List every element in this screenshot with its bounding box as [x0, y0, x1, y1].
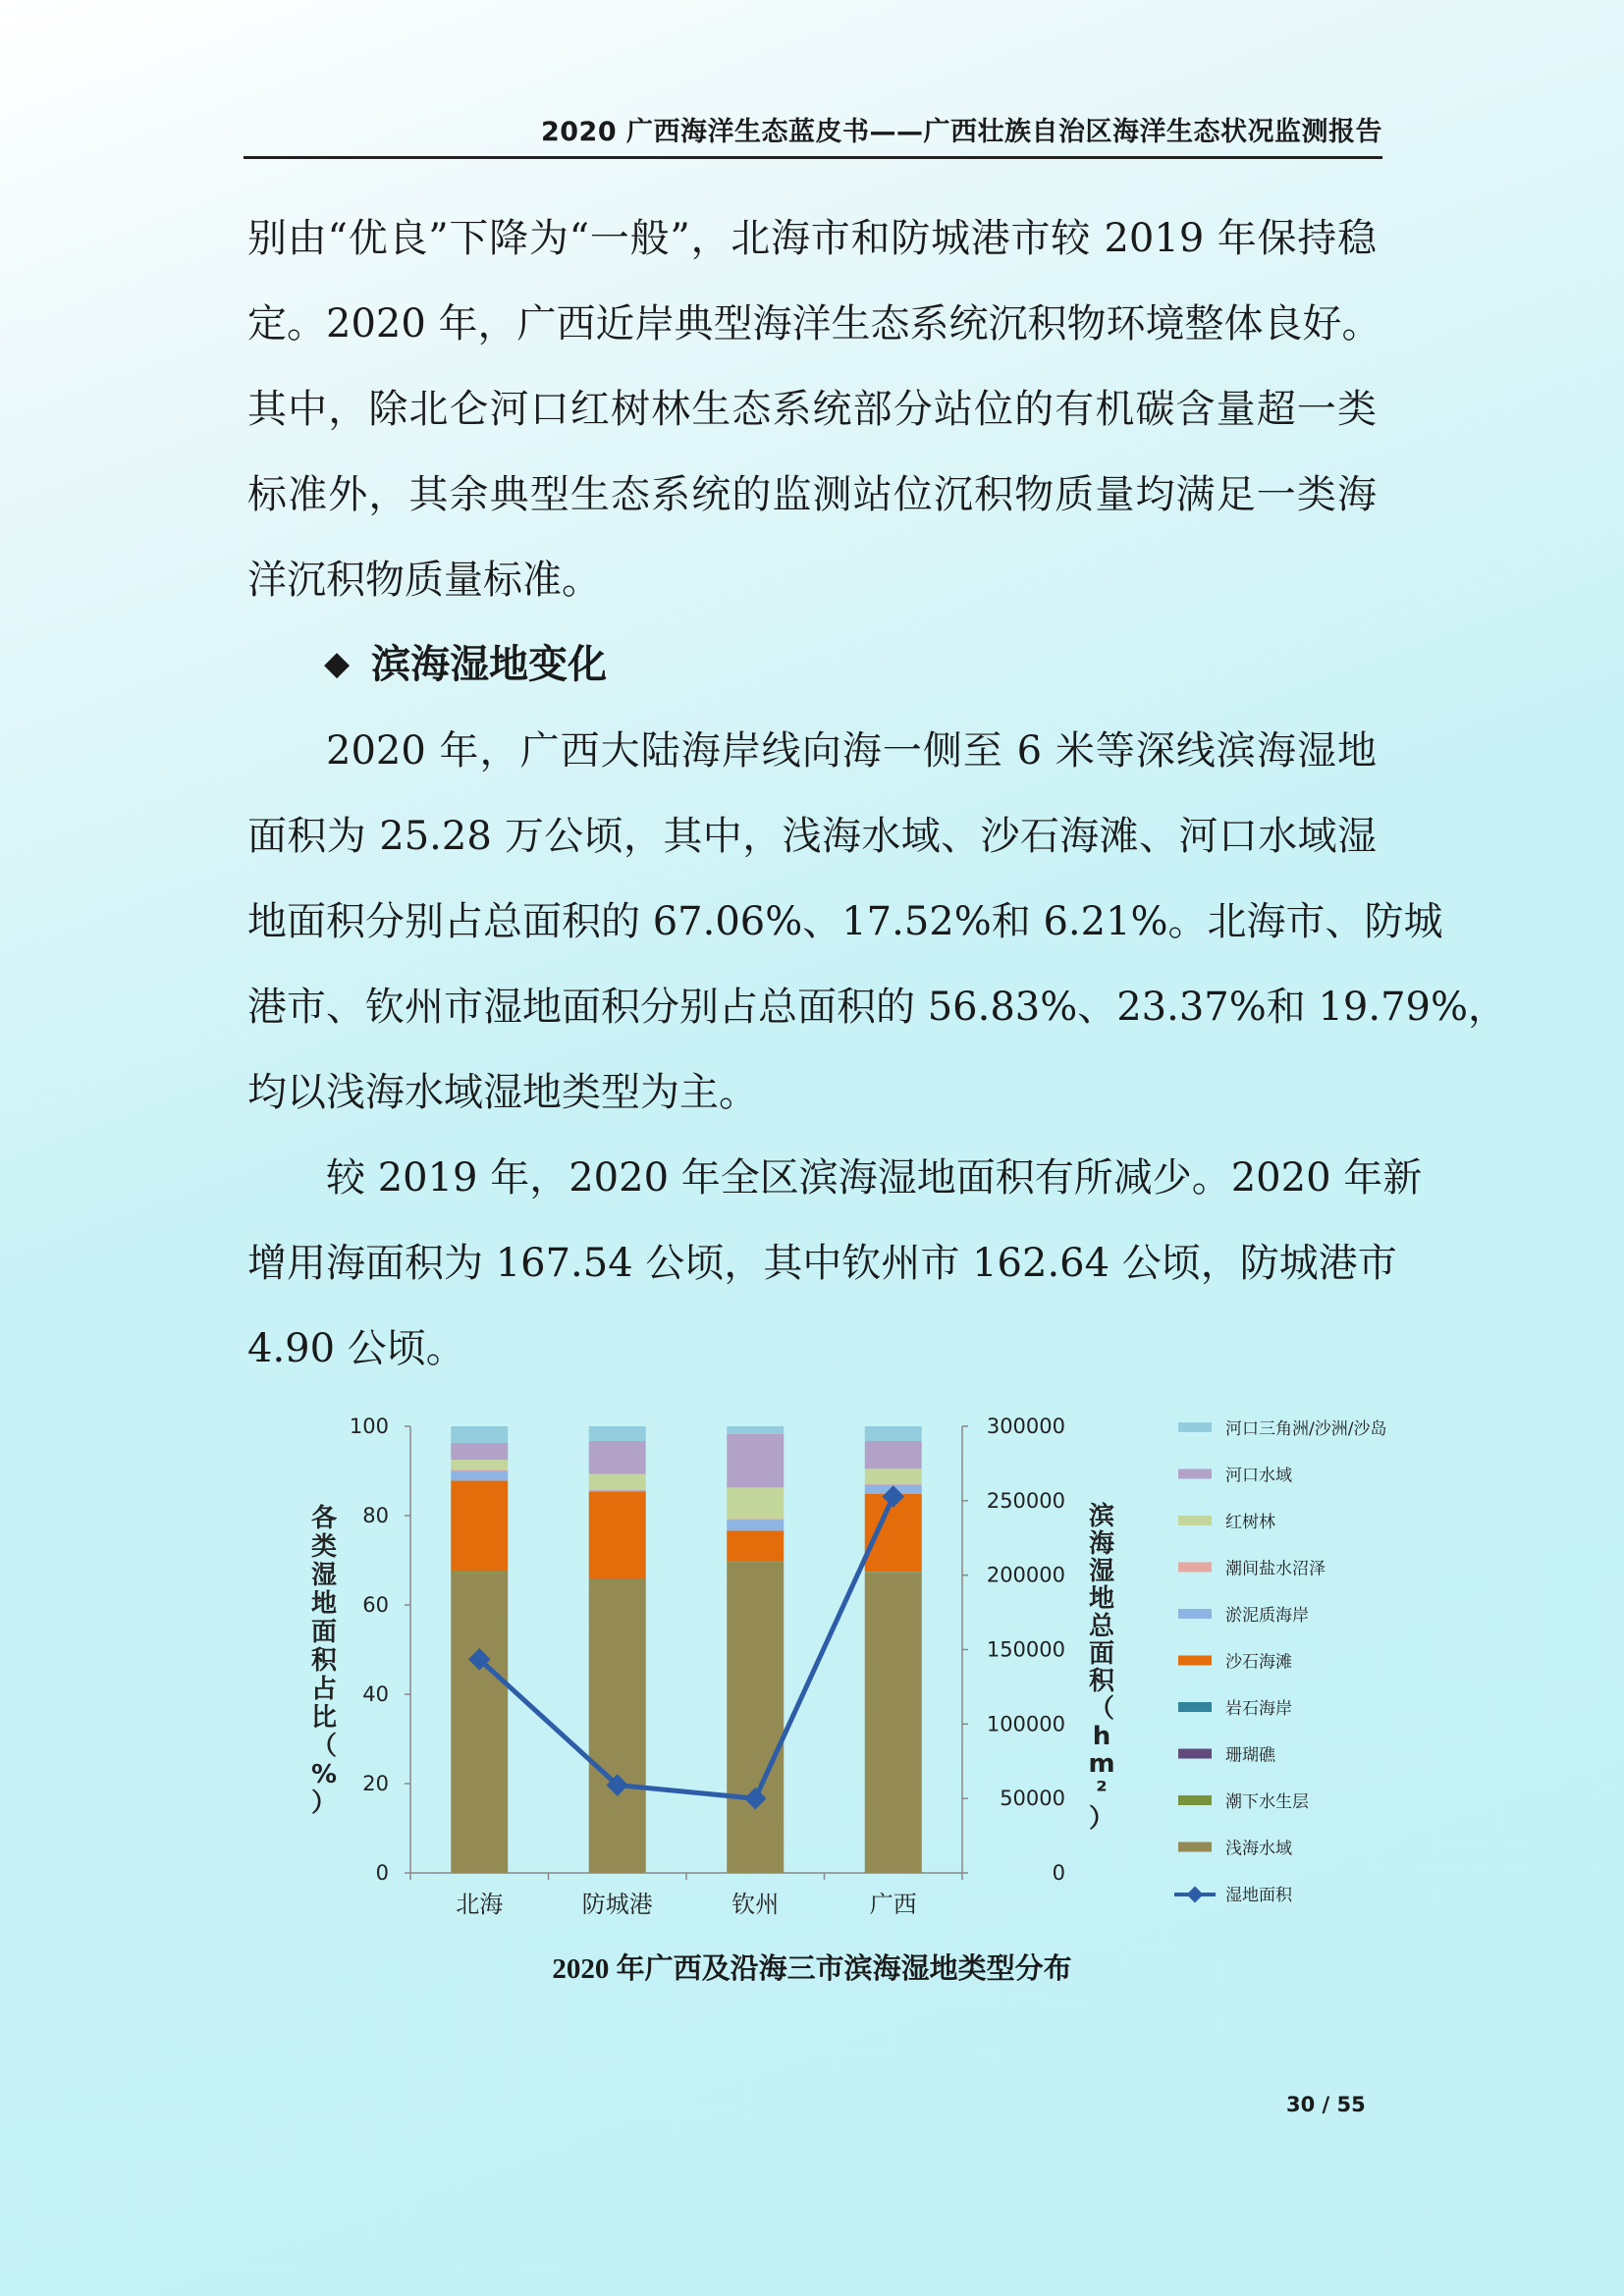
- bar-segment: [727, 1519, 784, 1520]
- bar-segment: [589, 1474, 646, 1490]
- text-line: 均以浅海水域湿地类型为主。: [247, 1070, 758, 1115]
- legend-label: 红树林: [1225, 1513, 1275, 1532]
- x-tick-label: 钦州: [731, 1891, 780, 1918]
- legend-label: 潮下水生层: [1225, 1792, 1309, 1812]
- bar-segment: [727, 1434, 784, 1488]
- legend-swatch: [1178, 1842, 1212, 1852]
- bar-segment: [865, 1468, 922, 1483]
- bar-segment: [727, 1520, 784, 1530]
- y-tick-label: 40: [362, 1682, 389, 1706]
- text-line: 标准外，其余典型生态系统的监测站位沉积物质量均满足一类海: [247, 472, 1377, 517]
- legend-swatch: [1178, 1795, 1212, 1805]
- y2-tick-label: 300000: [986, 1415, 1065, 1438]
- line-series-path: [479, 1497, 893, 1799]
- y-tick-label: 80: [362, 1504, 389, 1527]
- y-tick-label: 20: [362, 1772, 389, 1795]
- paragraph-1: [247, 196, 1381, 623]
- bar-segment: [589, 1491, 646, 1578]
- legend-swatch: [1178, 1749, 1212, 1759]
- legend-line-marker: [1187, 1887, 1204, 1903]
- legend-label: 河口水域: [1225, 1466, 1292, 1486]
- legend-label: 岩石海岸: [1225, 1699, 1292, 1719]
- bar-segment: [451, 1572, 508, 1573]
- text-line: 洋沉积物质量标准。: [247, 558, 601, 603]
- x-tick-label: 广西: [869, 1891, 917, 1918]
- bar-segment: [727, 1426, 784, 1434]
- bar-segment: [865, 1573, 922, 1574]
- text-line: 其中，除北仑河口红树林生态系统部分站位的有机碳含量超一类: [247, 387, 1377, 432]
- legend-swatch: [1178, 1656, 1212, 1666]
- legend-swatch: [1178, 1609, 1212, 1619]
- bar-segment: [451, 1471, 508, 1481]
- y2-axis-title: 滨海湿地总面积（ h m ² ）: [1088, 1502, 1115, 1834]
- diamond-bullet-icon: ◆: [324, 644, 351, 683]
- text-line: 地面积分别占总面积的 67.06%、17.52%和 6.21%。北海市、防城: [247, 899, 1443, 944]
- section-heading-text: 滨海湿地变化: [371, 642, 608, 687]
- legend-swatch: [1178, 1702, 1212, 1712]
- bar-segment: [451, 1573, 508, 1873]
- bar-segment: [451, 1481, 508, 1572]
- text-line: 港市、钦州市湿地面积分别占总面积的 56.83%、23.37%和 19.79%，: [247, 985, 1507, 1030]
- bar-segment: [451, 1443, 508, 1460]
- text-line: 别由“优良”下降为“一般”，北海市和防城港市较 2019 年保持稳: [247, 216, 1377, 261]
- text-line: 面积为 25.28 万公顷，其中，浅海水域、沙石海滩、河口水域湿: [247, 814, 1377, 859]
- bar-segment: [589, 1580, 646, 1873]
- chart-caption: 2020 年广西及沿海三市滨海湿地类型分布: [552, 1953, 1072, 1985]
- wetland-chart-svg: [295, 1399, 1424, 1949]
- bar-segment: [589, 1426, 646, 1441]
- legend-label: 浅海水域: [1225, 1839, 1292, 1859]
- bar-segment: [451, 1460, 508, 1469]
- y2-tick-label: 250000: [986, 1488, 1065, 1513]
- bar-segment: [451, 1469, 508, 1470]
- legend-label: 沙石海滩: [1225, 1652, 1292, 1673]
- bar-segment: [727, 1487, 784, 1519]
- text-line: 2020 年，广西大陆海岸线向海一侧至 6 米等深线滨海湿地: [326, 728, 1377, 774]
- wetland-chart: [295, 1399, 1424, 1949]
- legend-label: 淤泥质海岸: [1225, 1606, 1309, 1626]
- bar-segment: [727, 1562, 784, 1873]
- bar-segment: [865, 1574, 922, 1873]
- bar-segment: [865, 1441, 922, 1468]
- y-tick-label: 0: [375, 1861, 389, 1885]
- legend-label: 潮间盐水沼泽: [1225, 1559, 1326, 1579]
- bar-segment: [589, 1491, 646, 1492]
- page-number: 30 / 55: [1286, 2093, 1366, 2116]
- bar-segment: [727, 1530, 784, 1561]
- text-line: 增用海面积为 167.54 公顷，其中钦州市 162.64 公顷，防城港市: [247, 1241, 1397, 1286]
- y2-tick-label: 100000: [986, 1712, 1065, 1736]
- bar-segment: [451, 1426, 508, 1443]
- y-tick-label: 60: [362, 1593, 389, 1617]
- y2-tick-label: 200000: [986, 1563, 1065, 1587]
- y2-tick-label: 0: [1052, 1861, 1065, 1885]
- legend-swatch: [1178, 1422, 1212, 1432]
- y2-tick-label: 50000: [1000, 1787, 1065, 1811]
- section-heading: [324, 633, 607, 689]
- paragraph-2: [247, 709, 1507, 1136]
- bar-segment: [589, 1490, 646, 1491]
- paragraph-3: [247, 1136, 1423, 1392]
- legend-label: 河口三角洲/沙洲/沙岛: [1225, 1419, 1387, 1439]
- legend-swatch: [1178, 1516, 1212, 1525]
- legend-label: 湿地面积: [1225, 1886, 1292, 1905]
- legend-swatch: [1178, 1563, 1212, 1573]
- bar-segment: [589, 1441, 646, 1474]
- x-tick-label: 北海: [456, 1891, 504, 1918]
- bar-segment: [865, 1484, 922, 1485]
- text-line: 较 2019 年，2020 年全区滨海湿地面积有所减少。2020 年新: [326, 1155, 1423, 1201]
- y-axis-title: 各类湿地面积占比（%）: [310, 1504, 338, 1818]
- bar-segment: [865, 1426, 922, 1441]
- y-tick-label: 100: [349, 1415, 389, 1438]
- bar-segment: [589, 1579, 646, 1580]
- text-line: 4.90 公顷。: [247, 1326, 465, 1371]
- y2-tick-label: 150000: [986, 1637, 1065, 1662]
- text-line: 定。2020 年，广西近岸典型海洋生态系统沉积物环境整体良好。: [247, 301, 1381, 347]
- legend-label: 珊瑚礁: [1225, 1745, 1275, 1766]
- legend-swatch: [1178, 1469, 1212, 1479]
- x-tick-label: 防城港: [581, 1891, 653, 1918]
- running-header: 2020 广西海洋生态蓝皮书——广西壮族自治区海洋生态状况监测报告: [244, 110, 1382, 159]
